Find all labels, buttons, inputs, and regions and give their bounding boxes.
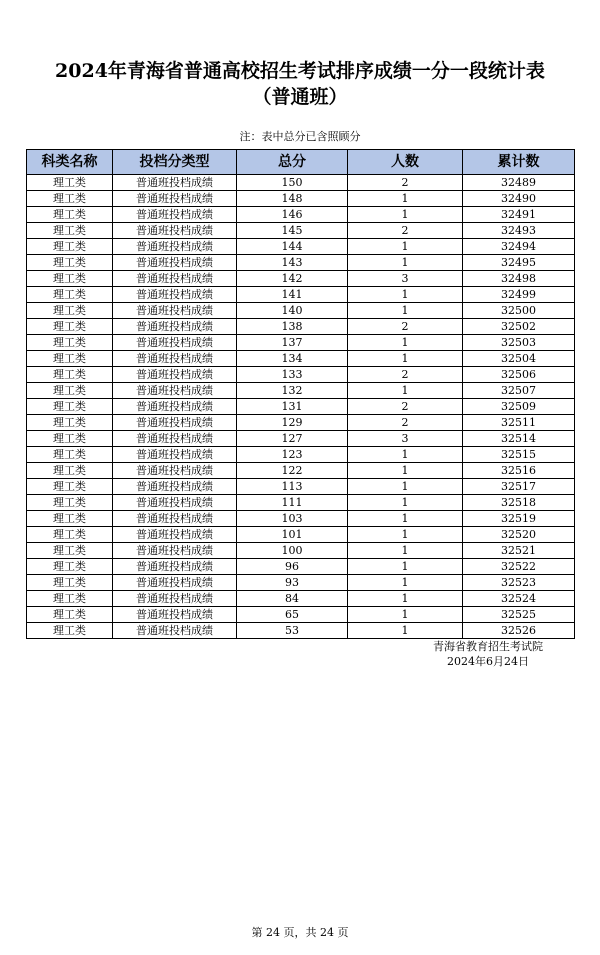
cell-cumulative: 32493 (463, 223, 575, 239)
cell-category: 理工类 (27, 255, 113, 271)
cell-cumulative: 32490 (463, 191, 575, 207)
cell-count: 1 (348, 191, 463, 207)
cell-cumulative: 32525 (463, 607, 575, 623)
column-header-total-score: 总分 (237, 150, 348, 175)
table-row (27, 367, 575, 383)
cell-category: 理工类 (27, 607, 113, 623)
cell-total-score: 140 (237, 303, 348, 319)
table-row (27, 479, 575, 495)
cell-category: 理工类 (27, 271, 113, 287)
cell-score-type: 普通班投档成绩 (113, 463, 237, 479)
cell-count: 1 (348, 447, 463, 463)
table-row (27, 287, 575, 303)
cell-total-score: 133 (237, 367, 348, 383)
column-header-cumulative: 累计数 (463, 150, 575, 175)
table-row (27, 607, 575, 623)
cell-score-type: 普通班投档成绩 (113, 351, 237, 367)
table-row (27, 255, 575, 271)
cell-score-type: 普通班投档成绩 (113, 175, 237, 191)
cell-cumulative: 32524 (463, 591, 575, 607)
cell-total-score: 148 (237, 191, 348, 207)
table-row (27, 303, 575, 319)
cell-total-score: 142 (237, 271, 348, 287)
cell-category: 理工类 (27, 239, 113, 255)
cell-category: 理工类 (27, 479, 113, 495)
cell-cumulative: 32506 (463, 367, 575, 383)
cell-category: 理工类 (27, 351, 113, 367)
cell-score-type: 普通班投档成绩 (113, 255, 237, 271)
cell-count: 2 (348, 223, 463, 239)
cell-cumulative: 32519 (463, 511, 575, 527)
cell-category: 理工类 (27, 191, 113, 207)
cell-count: 2 (348, 399, 463, 415)
cell-score-type: 普通班投档成绩 (113, 287, 237, 303)
table-body (27, 175, 575, 639)
cell-cumulative: 32517 (463, 479, 575, 495)
cell-count: 1 (348, 463, 463, 479)
table-row (27, 239, 575, 255)
cell-score-type: 普通班投档成绩 (113, 479, 237, 495)
cell-score-type: 普通班投档成绩 (113, 447, 237, 463)
cell-score-type: 普通班投档成绩 (113, 527, 237, 543)
cell-cumulative: 32526 (463, 623, 575, 639)
table-note: 注：表中总分已含照顾分 (239, 130, 361, 143)
cell-category: 理工类 (27, 319, 113, 335)
cell-cumulative: 32515 (463, 447, 575, 463)
cell-category: 理工类 (27, 463, 113, 479)
table-row (27, 271, 575, 287)
cell-score-type: 普通班投档成绩 (113, 591, 237, 607)
cell-total-score: 132 (237, 383, 348, 399)
cell-total-score: 101 (237, 527, 348, 543)
table-row (27, 319, 575, 335)
cell-category: 理工类 (27, 335, 113, 351)
cell-count: 1 (348, 575, 463, 591)
cell-cumulative: 32507 (463, 383, 575, 399)
cell-cumulative: 32489 (463, 175, 575, 191)
cell-cumulative: 32491 (463, 207, 575, 223)
table-row (27, 191, 575, 207)
cell-count: 1 (348, 559, 463, 575)
cell-total-score: 146 (237, 207, 348, 223)
cell-category: 理工类 (27, 415, 113, 431)
cell-total-score: 113 (237, 479, 348, 495)
cell-category: 理工类 (27, 623, 113, 639)
table-row (27, 447, 575, 463)
cell-score-type: 普通班投档成绩 (113, 191, 237, 207)
cell-total-score: 65 (237, 607, 348, 623)
issuing-organization: 青海省教育招生考试院 (433, 640, 543, 653)
cell-score-type: 普通班投档成绩 (113, 319, 237, 335)
cell-cumulative: 32522 (463, 559, 575, 575)
table-row (27, 431, 575, 447)
cell-cumulative: 32500 (463, 303, 575, 319)
table-row (27, 543, 575, 559)
cell-cumulative: 32494 (463, 239, 575, 255)
cell-cumulative: 32509 (463, 399, 575, 415)
cell-count: 1 (348, 607, 463, 623)
cell-count: 1 (348, 207, 463, 223)
cell-total-score: 138 (237, 319, 348, 335)
cell-category: 理工类 (27, 559, 113, 575)
cell-category: 理工类 (27, 431, 113, 447)
cell-total-score: 141 (237, 287, 348, 303)
table-row (27, 175, 575, 191)
table-row (27, 511, 575, 527)
cell-cumulative: 32521 (463, 543, 575, 559)
cell-cumulative: 32502 (463, 319, 575, 335)
table-row (27, 495, 575, 511)
cell-category: 理工类 (27, 543, 113, 559)
cell-count: 1 (348, 527, 463, 543)
cell-cumulative: 32498 (463, 271, 575, 287)
cell-count: 2 (348, 175, 463, 191)
table-row (27, 415, 575, 431)
cell-total-score: 96 (237, 559, 348, 575)
cell-count: 1 (348, 591, 463, 607)
column-header-category: 科类名称 (27, 150, 113, 175)
cell-score-type: 普通班投档成绩 (113, 239, 237, 255)
cell-score-type: 普通班投档成绩 (113, 271, 237, 287)
table-row (27, 335, 575, 351)
cell-category: 理工类 (27, 287, 113, 303)
cell-total-score: 103 (237, 511, 348, 527)
cell-score-type: 普通班投档成绩 (113, 559, 237, 575)
cell-score-type: 普通班投档成绩 (113, 495, 237, 511)
table-row (27, 463, 575, 479)
cell-score-type: 普通班投档成绩 (113, 399, 237, 415)
cell-score-type: 普通班投档成绩 (113, 207, 237, 223)
cell-total-score: 84 (237, 591, 348, 607)
cell-total-score: 144 (237, 239, 348, 255)
cell-cumulative: 32495 (463, 255, 575, 271)
document-subtitle: （普通班） (252, 86, 348, 108)
cell-category: 理工类 (27, 511, 113, 527)
table-row (27, 351, 575, 367)
cell-total-score: 150 (237, 175, 348, 191)
table-row (27, 591, 575, 607)
cell-count: 1 (348, 255, 463, 271)
cell-score-type: 普通班投档成绩 (113, 511, 237, 527)
cell-count: 1 (348, 303, 463, 319)
cell-total-score: 131 (237, 399, 348, 415)
cell-count: 3 (348, 431, 463, 447)
document-title: 2024年青海省普通高校招生考试排序成绩一分一段统计表 (55, 60, 545, 82)
cell-category: 理工类 (27, 383, 113, 399)
cell-score-type: 普通班投档成绩 (113, 431, 237, 447)
table-row (27, 399, 575, 415)
table-header-row (27, 150, 575, 175)
cell-category: 理工类 (27, 175, 113, 191)
cell-count: 1 (348, 623, 463, 639)
cell-count: 1 (348, 351, 463, 367)
cell-cumulative: 32523 (463, 575, 575, 591)
cell-category: 理工类 (27, 223, 113, 239)
page-number: 第 24 页，共 24 页 (251, 926, 349, 939)
cell-cumulative: 32516 (463, 463, 575, 479)
cell-count: 1 (348, 383, 463, 399)
cell-total-score: 111 (237, 495, 348, 511)
column-header-score-type: 投档分类型 (113, 150, 237, 175)
cell-score-type: 普通班投档成绩 (113, 607, 237, 623)
issue-date: 2024年6月24日 (447, 655, 529, 668)
table-row (27, 223, 575, 239)
table-row (27, 207, 575, 223)
cell-count: 1 (348, 335, 463, 351)
table-row (27, 527, 575, 543)
cell-score-type: 普通班投档成绩 (113, 623, 237, 639)
cell-score-type: 普通班投档成绩 (113, 415, 237, 431)
column-header-count: 人数 (348, 150, 463, 175)
cell-category: 理工类 (27, 303, 113, 319)
cell-category: 理工类 (27, 527, 113, 543)
cell-total-score: 134 (237, 351, 348, 367)
cell-category: 理工类 (27, 495, 113, 511)
cell-total-score: 53 (237, 623, 348, 639)
cell-score-type: 普通班投档成绩 (113, 383, 237, 399)
cell-total-score: 93 (237, 575, 348, 591)
cell-cumulative: 32520 (463, 527, 575, 543)
cell-category: 理工类 (27, 575, 113, 591)
cell-count: 1 (348, 287, 463, 303)
cell-total-score: 137 (237, 335, 348, 351)
cell-score-type: 普通班投档成绩 (113, 367, 237, 383)
cell-cumulative: 32503 (463, 335, 575, 351)
cell-score-type: 普通班投档成绩 (113, 543, 237, 559)
cell-cumulative: 32511 (463, 415, 575, 431)
cell-total-score: 123 (237, 447, 348, 463)
table-row (27, 559, 575, 575)
cell-category: 理工类 (27, 367, 113, 383)
cell-cumulative: 32499 (463, 287, 575, 303)
cell-score-type: 普通班投档成绩 (113, 335, 237, 351)
cell-total-score: 100 (237, 543, 348, 559)
cell-score-type: 普通班投档成绩 (113, 223, 237, 239)
cell-category: 理工类 (27, 447, 113, 463)
cell-count: 3 (348, 271, 463, 287)
cell-total-score: 145 (237, 223, 348, 239)
cell-count: 1 (348, 479, 463, 495)
table-row (27, 623, 575, 639)
cell-count: 1 (348, 543, 463, 559)
table-row (27, 383, 575, 399)
cell-cumulative: 32504 (463, 351, 575, 367)
cell-category: 理工类 (27, 207, 113, 223)
cell-total-score: 127 (237, 431, 348, 447)
cell-category: 理工类 (27, 591, 113, 607)
cell-cumulative: 32518 (463, 495, 575, 511)
cell-cumulative: 32514 (463, 431, 575, 447)
cell-count: 1 (348, 511, 463, 527)
table-row (27, 575, 575, 591)
cell-score-type: 普通班投档成绩 (113, 303, 237, 319)
cell-count: 1 (348, 239, 463, 255)
cell-count: 2 (348, 415, 463, 431)
cell-count: 2 (348, 319, 463, 335)
cell-total-score: 122 (237, 463, 348, 479)
cell-count: 1 (348, 495, 463, 511)
cell-total-score: 129 (237, 415, 348, 431)
cell-category: 理工类 (27, 399, 113, 415)
cell-score-type: 普通班投档成绩 (113, 575, 237, 591)
score-distribution-table (26, 149, 575, 639)
cell-total-score: 143 (237, 255, 348, 271)
cell-count: 2 (348, 367, 463, 383)
